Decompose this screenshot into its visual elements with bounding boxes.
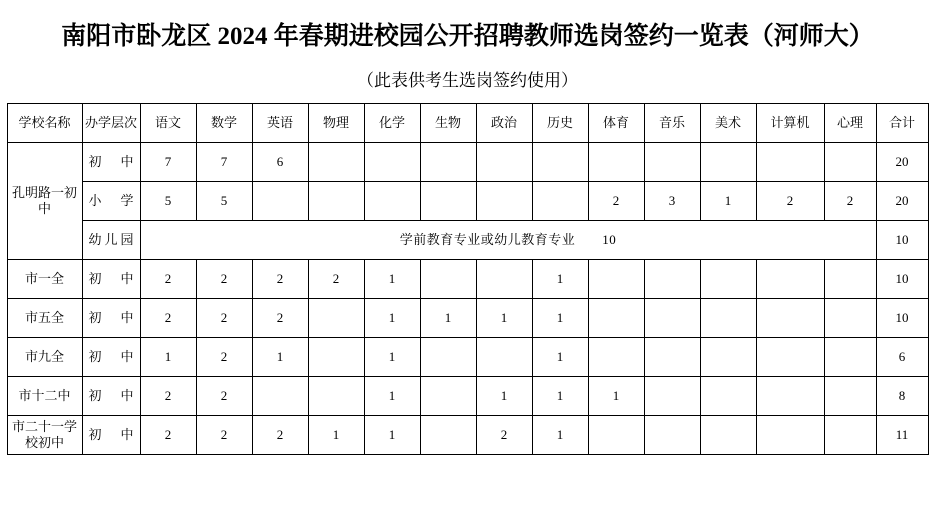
table-row: [7, 221, 928, 260]
cell-art: [700, 377, 756, 416]
cell-history: [532, 182, 588, 221]
cell-computer: [756, 377, 824, 416]
cell-art: [700, 299, 756, 338]
cell-biology: [420, 338, 476, 377]
page-subtitle: （此表供考生选岗签约使用）: [357, 71, 578, 90]
column-header-level: 办学层次: [82, 104, 140, 143]
cell-psychology: [824, 260, 876, 299]
cell-chemistry: 1: [364, 416, 420, 455]
cell-school: 市十二中: [7, 377, 82, 416]
cell-pe: 2: [588, 182, 644, 221]
cell-biology: [420, 143, 476, 182]
cell-level: 初 中: [82, 338, 140, 377]
cell-music: [644, 416, 700, 455]
table-row: [7, 182, 928, 221]
document-page: [0, 16, 935, 507]
table-row: [7, 260, 928, 299]
column-header-total: 合计: [876, 104, 928, 143]
cell-chinese: 5: [140, 182, 196, 221]
cell-level: 初 中: [82, 377, 140, 416]
cell-chinese: 2: [140, 299, 196, 338]
cell-music: [644, 377, 700, 416]
cell-physics: [308, 299, 364, 338]
cell-politics: [476, 143, 532, 182]
cell-math: 2: [196, 416, 252, 455]
cell-music: [644, 338, 700, 377]
table-row: [7, 377, 928, 416]
cell-pe: [588, 416, 644, 455]
cell-history: 1: [532, 260, 588, 299]
table-row: [7, 299, 928, 338]
cell-chinese: 7: [140, 143, 196, 182]
cell-music: [644, 299, 700, 338]
cell-total: 11: [876, 416, 928, 455]
cell-art: [700, 338, 756, 377]
cell-level: 初 中: [82, 299, 140, 338]
cell-pe: [588, 299, 644, 338]
column-header-computer: 计算机: [756, 104, 824, 143]
cell-computer: [756, 260, 824, 299]
cell-total: 6: [876, 338, 928, 377]
cell-psychology: [824, 338, 876, 377]
cell-chemistry: [364, 143, 420, 182]
cell-biology: 1: [420, 299, 476, 338]
cell-biology: [420, 377, 476, 416]
recruitment-table: [7, 103, 929, 455]
column-header-biology: 生物: [420, 104, 476, 143]
cell-physics: [308, 338, 364, 377]
cell-pe: [588, 260, 644, 299]
cell-pe: [588, 143, 644, 182]
cell-school: 市五全: [7, 299, 82, 338]
cell-pe: [588, 338, 644, 377]
cell-chinese: 2: [140, 260, 196, 299]
cell-chemistry: 1: [364, 260, 420, 299]
cell-chinese: 2: [140, 377, 196, 416]
cell-level: 初 中: [82, 416, 140, 455]
cell-math: 2: [196, 260, 252, 299]
cell-chinese: 1: [140, 338, 196, 377]
cell-chemistry: 1: [364, 338, 420, 377]
cell-physics: 1: [308, 416, 364, 455]
cell-music: [644, 260, 700, 299]
column-header-english: 英语: [252, 104, 308, 143]
cell-computer: [756, 338, 824, 377]
table-header-row: [7, 104, 928, 143]
column-header-chemistry: 化学: [364, 104, 420, 143]
cell-english: 2: [252, 260, 308, 299]
cell-computer: [756, 299, 824, 338]
table-body: [7, 143, 928, 455]
cell-english: 2: [252, 416, 308, 455]
column-header-history: 历史: [532, 104, 588, 143]
table-header: [7, 104, 928, 143]
cell-psychology: [824, 143, 876, 182]
column-header-pe: 体育: [588, 104, 644, 143]
cell-total: 20: [876, 182, 928, 221]
cell-total: 10: [876, 221, 928, 260]
cell-total: 10: [876, 299, 928, 338]
cell-politics: 1: [476, 377, 532, 416]
cell-music: [644, 143, 700, 182]
cell-level: 初 中: [82, 143, 140, 182]
cell-merged-note: 学前教育专业或幼儿教育专业 10: [140, 221, 876, 260]
cell-chemistry: [364, 182, 420, 221]
cell-psychology: [824, 377, 876, 416]
cell-psychology: [824, 299, 876, 338]
cell-history: 1: [532, 299, 588, 338]
cell-english: 1: [252, 338, 308, 377]
cell-physics: [308, 182, 364, 221]
column-header-politics: 政治: [476, 104, 532, 143]
cell-level: 幼儿园: [82, 221, 140, 260]
cell-history: [532, 143, 588, 182]
cell-physics: [308, 143, 364, 182]
cell-politics: 1: [476, 299, 532, 338]
cell-computer: [756, 143, 824, 182]
cell-art: [700, 260, 756, 299]
cell-art: [700, 143, 756, 182]
cell-total: 10: [876, 260, 928, 299]
cell-math: 7: [196, 143, 252, 182]
column-header-math: 数学: [196, 104, 252, 143]
cell-math: 5: [196, 182, 252, 221]
table-row: [7, 416, 928, 455]
cell-politics: [476, 182, 532, 221]
cell-math: 2: [196, 377, 252, 416]
cell-history: 1: [532, 377, 588, 416]
page-title: 南阳市卧龙区 2024 年春期进校园公开招聘教师选岗签约一览表（河师大）: [61, 23, 874, 50]
cell-english: [252, 377, 308, 416]
cell-total: 8: [876, 377, 928, 416]
cell-english: [252, 182, 308, 221]
column-header-music: 音乐: [644, 104, 700, 143]
cell-chemistry: 1: [364, 377, 420, 416]
column-header-chinese: 语文: [140, 104, 196, 143]
cell-biology: [420, 416, 476, 455]
cell-total: 20: [876, 143, 928, 182]
cell-biology: [420, 260, 476, 299]
cell-art: 1: [700, 182, 756, 221]
cell-english: 6: [252, 143, 308, 182]
column-header-psychology: 心理: [824, 104, 876, 143]
cell-english: 2: [252, 299, 308, 338]
cell-school: 市九全: [7, 338, 82, 377]
cell-computer: [756, 416, 824, 455]
cell-history: 1: [532, 416, 588, 455]
cell-art: [700, 416, 756, 455]
cell-school: 孔明路一初中: [7, 143, 82, 260]
cell-music: 3: [644, 182, 700, 221]
cell-chemistry: 1: [364, 299, 420, 338]
table-row: [7, 143, 928, 182]
cell-school: 市一全: [7, 260, 82, 299]
cell-physics: [308, 377, 364, 416]
cell-history: 1: [532, 338, 588, 377]
cell-level: 小 学: [82, 182, 140, 221]
table-row: [7, 338, 928, 377]
cell-school: 市二十一学校初中: [7, 416, 82, 455]
cell-pe: 1: [588, 377, 644, 416]
cell-psychology: 2: [824, 182, 876, 221]
cell-level: 初 中: [82, 260, 140, 299]
cell-math: 2: [196, 299, 252, 338]
column-header-school: 学校名称: [7, 104, 82, 143]
cell-computer: 2: [756, 182, 824, 221]
cell-biology: [420, 182, 476, 221]
cell-psychology: [824, 416, 876, 455]
cell-politics: [476, 260, 532, 299]
cell-physics: 2: [308, 260, 364, 299]
column-header-physics: 物理: [308, 104, 364, 143]
cell-math: 2: [196, 338, 252, 377]
cell-chinese: 2: [140, 416, 196, 455]
cell-politics: 2: [476, 416, 532, 455]
cell-politics: [476, 338, 532, 377]
column-header-art: 美术: [700, 104, 756, 143]
